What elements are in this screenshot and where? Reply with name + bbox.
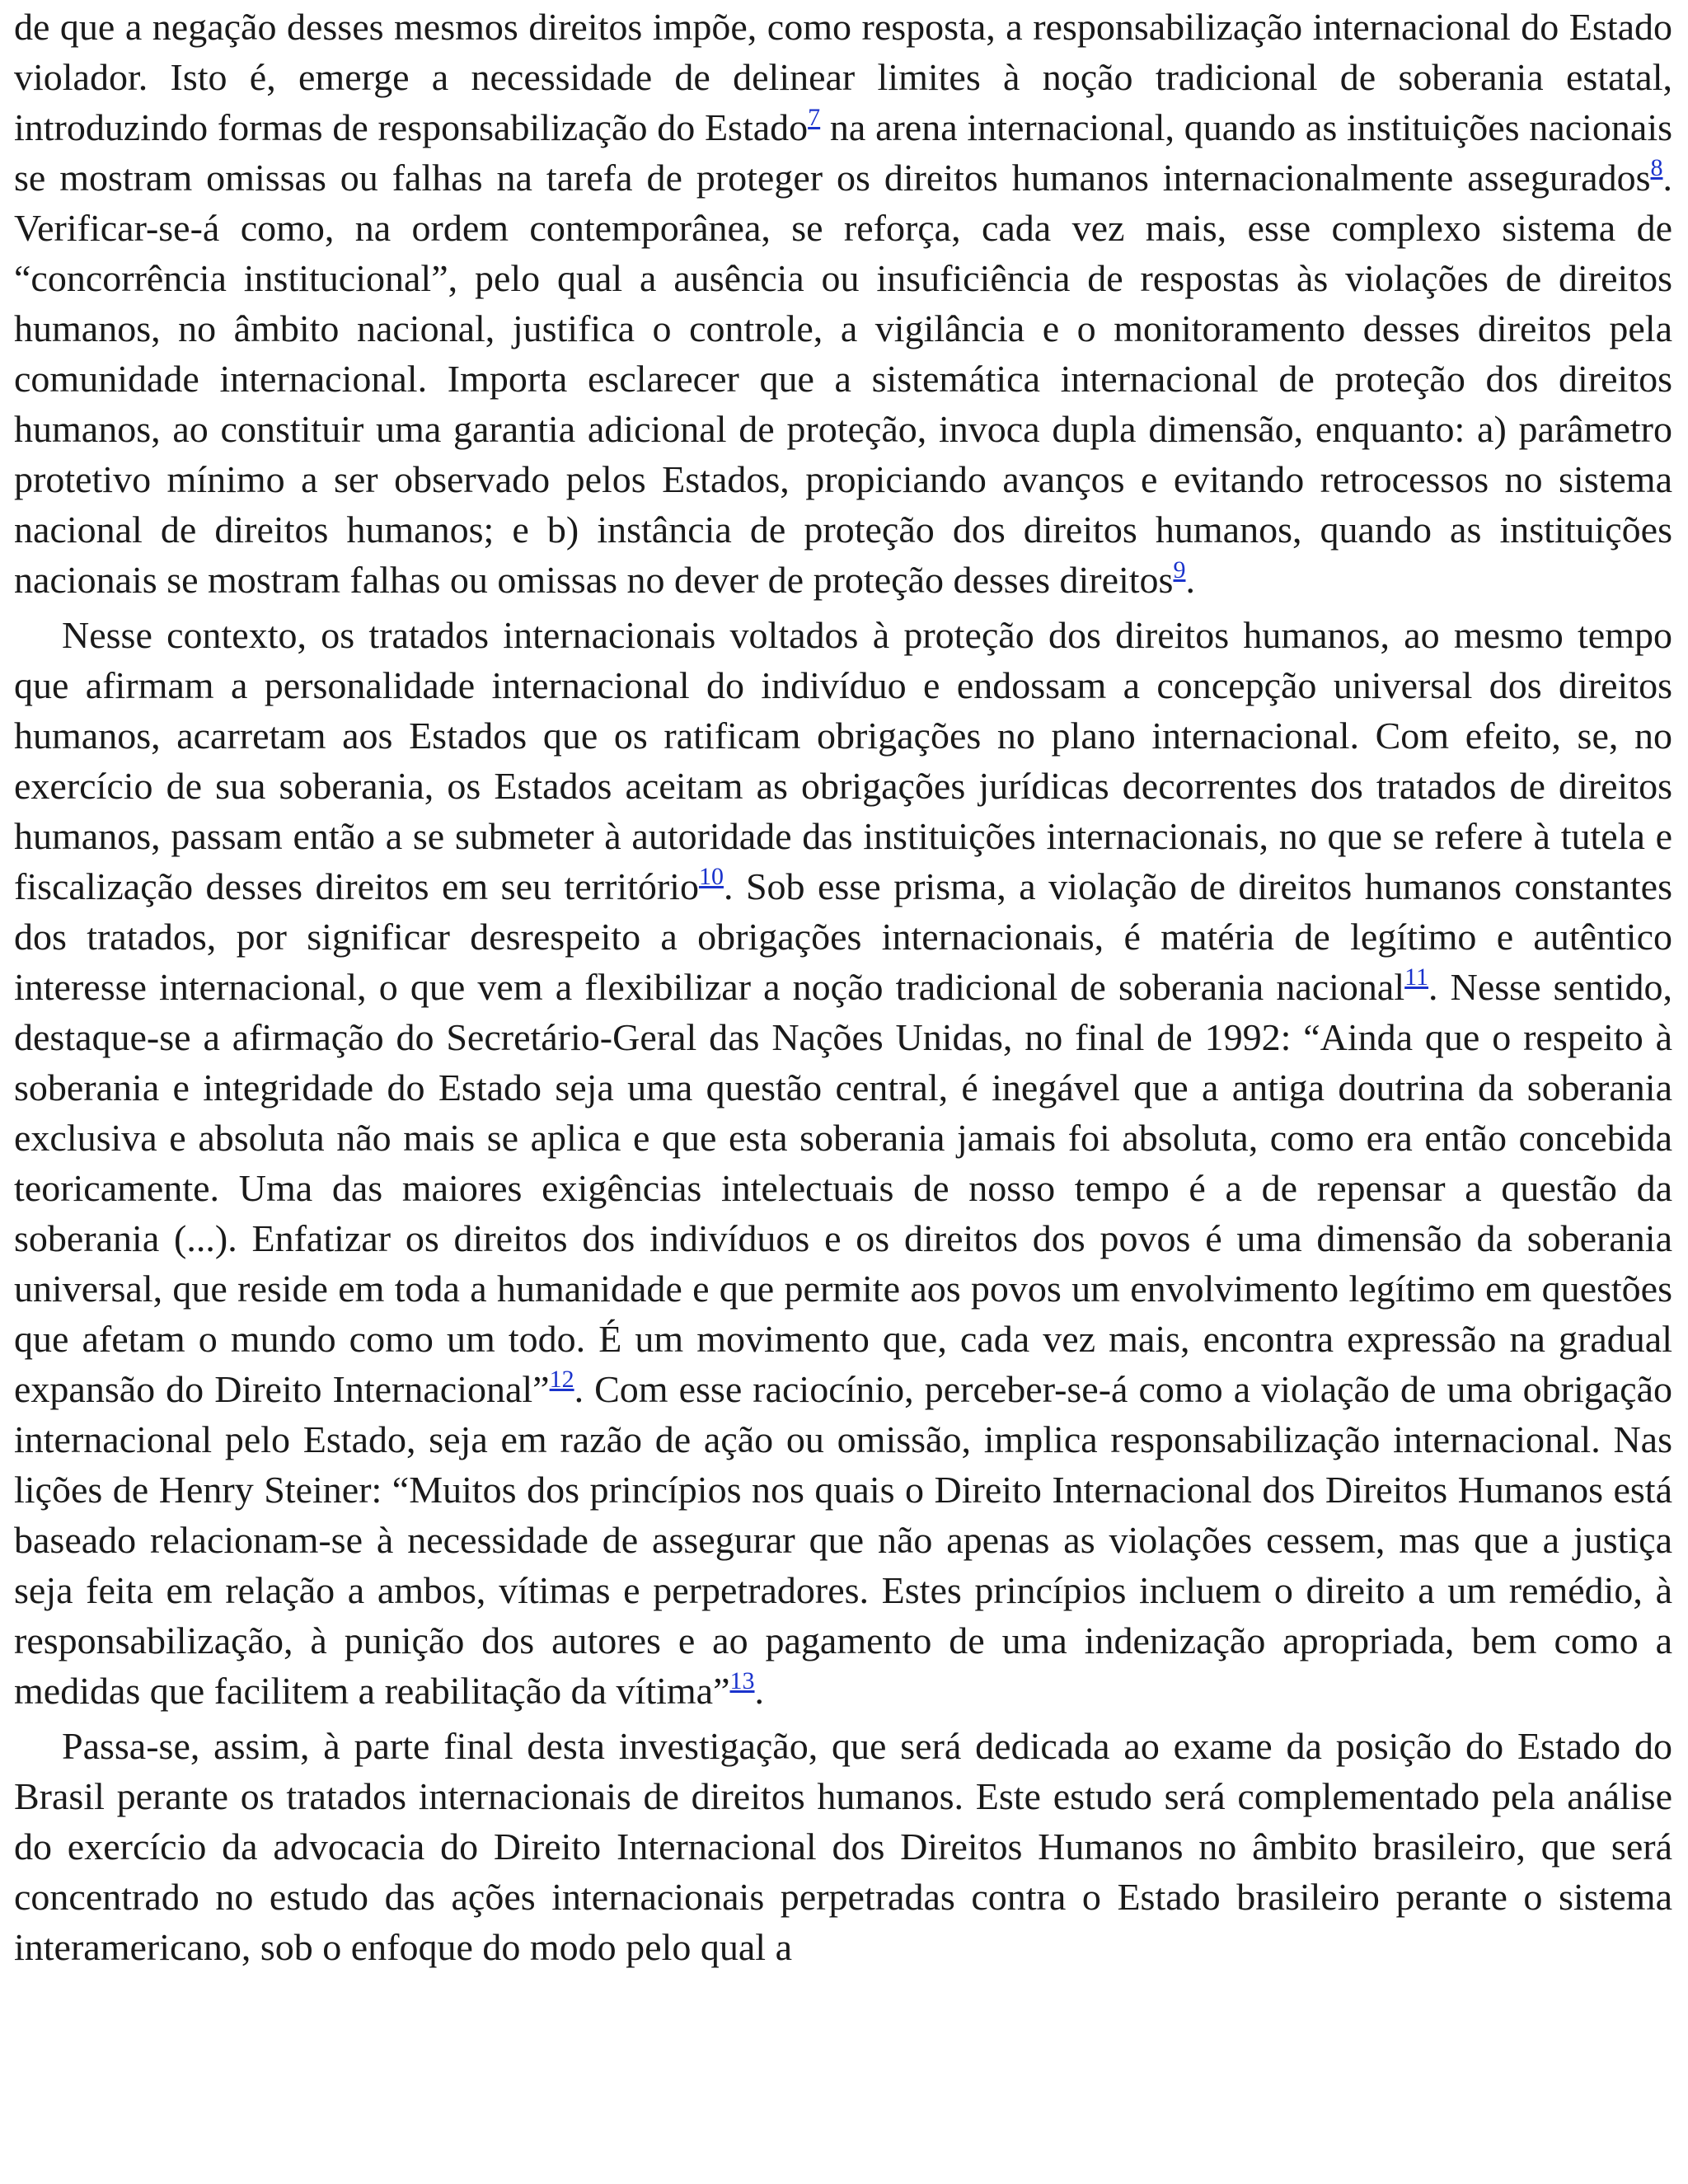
body-text: . Com esse raciocínio, perceber-se-á como a violação de uma obrigação internacional pelo Estado, seja em razão de ação ou omissão, implica responsabilização internacional. Nas lições de Henry Steiner: “Muitos dos princípios nos quais o Direito Internacional dos Direitos Humanos está baseado relacionam-se à necessidade de assegurar que não apenas as violações cessem, mas que a justiça seja feita em relação a ambos, vítimas e perpetradores. Estes princípios incluem o direito a um remédio, à responsabilização, à punição dos autores e ao pagamento de uma indenização apropriada, bem como a medidas que facilitem a reabilitação da vítima” [14,1368,1673,1712]
body-text: . [1185,559,1195,601]
paragraph-1 [14,2,1672,605]
footnote-link-9[interactable]: 9 [1173,556,1186,583]
paragraph-3 [14,1721,1672,1972]
footnote-link-13[interactable]: 13 [729,1667,755,1694]
body-text: de que a negação desses mesmos direitos impõe, como resposta, a responsabilização internacional do Estado violador. Isto é, emerge a necessidade de delinear limites à noção tradicional de soberania estatal, introduzindo formas de responsabilização do Estado [14,6,1672,148]
footnote-link-10[interactable]: 10 [698,863,724,890]
body-text: Nesse contexto, os tratados internacionais voltados à proteção dos direitos humanos, ao mesmo tempo que afirmam a personalidade internacional do indivíduo e endossam a concepção universal dos direitos humanos, acarretam aos Estados que os ratificam obrigações no plano internacional. Com efeito, se, no exercício de sua soberania, os Estados aceitam as obrigações jurídicas decorrentes dos tratados de direitos humanos, passam então a se submeter à autoridade das instituições internacionais, no que se refere à tutela e fiscalização desses direitos em seu território [14,614,1672,907]
body-text: . Verificar-se-á como, na ordem contemporânea, se reforça, cada vez mais, esse complexo sistema de “concorrência institucional”, pelo qual a ausência ou insuficiência de respostas às violações de direitos humanos, no âmbito nacional, justifica o controle, a vigilância e o monitoramento desses direitos pela comunidade internacional. Importa esclarecer que a sistemática internacional de proteção dos direitos humanos, ao constituir uma garantia adicional de proteção, invoca dupla dimensão, enquanto: a) parâmetro protetivo mínimo a ser observado pelos Estados, propiciando avanços e evitando retrocessos no sistema nacional de direitos humanos; e b) instância de proteção dos direitos humanos, quando as instituições nacionais se mostram falhas ou omissas no dever de proteção desses direitos [14,157,1672,601]
body-text: . Nesse sentido, destaque-se a afirmação do Secretário-Geral das Nações Unidas, no final de 1992: “Ainda que o respeito à soberania e integridade do Estado seja uma questão central, é inegável que a antiga doutrina da soberania exclusiva e absoluta não mais se aplica e que esta soberania jamais foi absoluta, como era então concebida teoricamente. Uma das maiores exigências intelectuais de nosso tempo é a de repensar a questão da soberania (...). Enfatizar os direitos dos indivíduos e os direitos dos povos é uma dimensão da soberania universal, que reside em toda a humanidade e que permite aos povos um envolvimento legítimo em questões que afetam o mundo como um todo. É um movimento que, cada vez mais, encontra expressão na gradual expansão do Direito Internacional” [14,966,1672,1410]
paragraph-2 [14,610,1672,1716]
body-text: . [754,1670,764,1712]
footnote-link-12[interactable]: 12 [549,1366,574,1393]
footnote-link-8[interactable]: 8 [1650,154,1663,181]
document-page [14,2,1672,1977]
body-text: . Sob esse prisma, a violação de direitos humanos constantes dos tratados, por significar desrespeito a obrigações internacionais, é matéria de legítimo e autêntico interesse internacional, o que vem a flexibilizar a noção tradicional de soberania nacional [14,865,1672,1008]
body-text: Passa-se, assim, à parte final desta investigação, que será dedicada ao exame da posição do Estado do Brasil perante os tratados internacionais de direitos humanos. Este estudo será complementado pela análise do exercício da advocacia do Direito Internacional dos Direitos Humanos no âmbito brasileiro, que será concentrado no estudo das ações internacionais perpetradas contra o Estado brasileiro perante o sistema interamericano, sob o enfoque do modo pelo qual a [14,1725,1672,1968]
footnote-link-7[interactable]: 7 [808,104,821,131]
body-text: na arena internacional, quando as instituições nacionais se mostram omissas ou falhas na tarefa de proteger os direitos humanos internacionalmente assegurados [14,106,1672,199]
footnote-link-11[interactable]: 11 [1404,963,1429,991]
